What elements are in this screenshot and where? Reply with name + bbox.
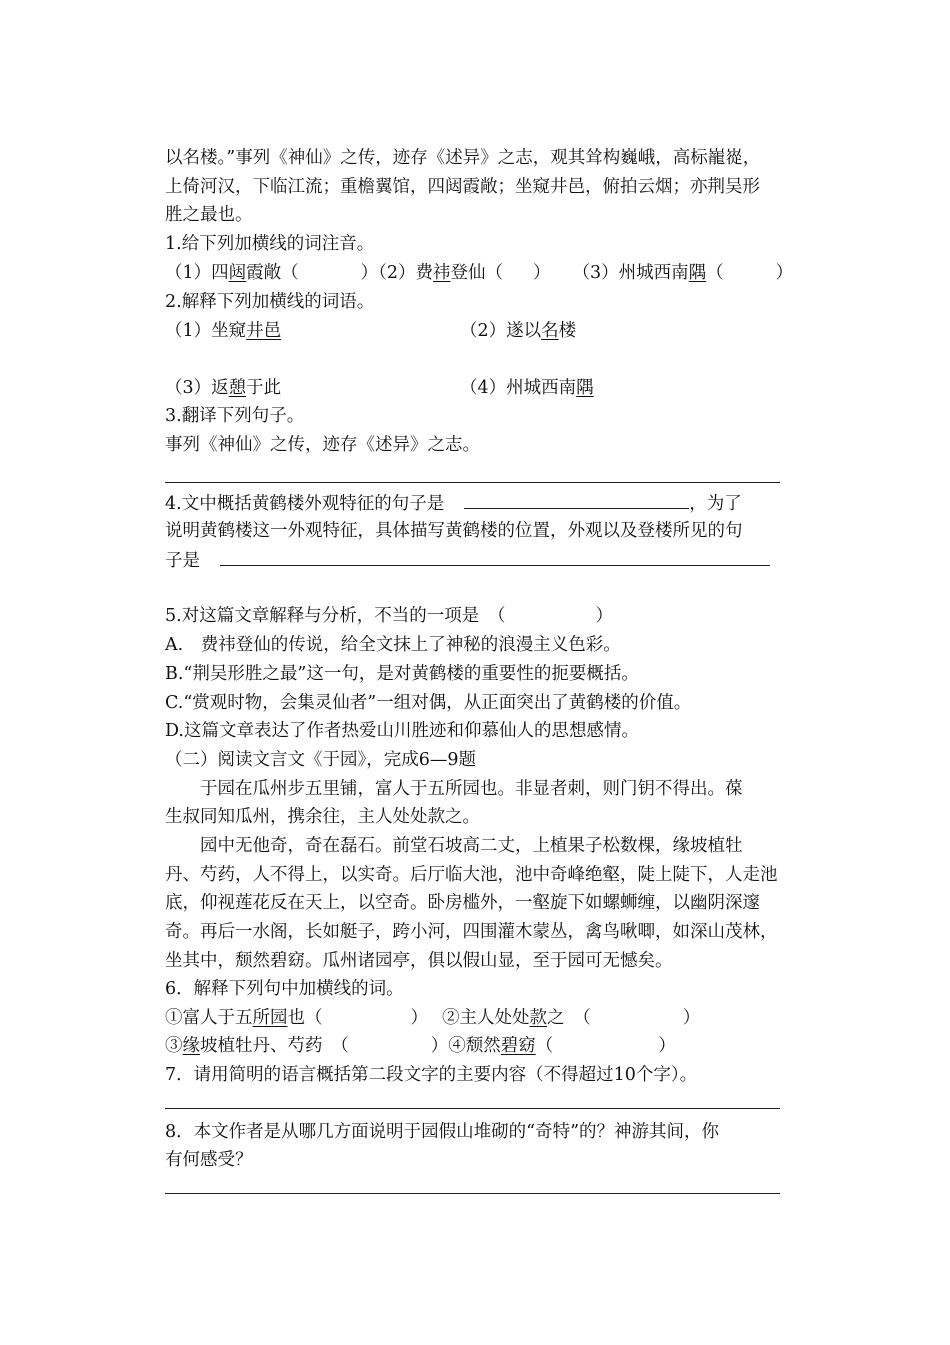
- q1-item3-pre: （3）州城西南: [572, 263, 689, 283]
- section2-heading: （二）阅读文言文《于园》，完成6—9题: [165, 750, 477, 770]
- q2-item3-pre: （3）返: [165, 378, 229, 398]
- q8-line-1: 8．本文作者是从哪几方面说明于园假山堆砌的“奇特”的？神游其间，你: [165, 1122, 720, 1142]
- q5-option-a: A. 费祎登仙的传说，给全文抹上了神秘的浪漫主义色彩。: [165, 635, 621, 655]
- q7-stem: 7．请用简明的语言概括第二段文字的主要内容（不得超过10个字）。: [165, 1065, 698, 1085]
- q1-stem: 1.给下列加横线的词注音。: [165, 234, 375, 254]
- q6-item4-close: ）: [658, 1036, 676, 1056]
- passage1-line-1: 以名楼。”事列《神仙》之传，迹存《述异》之志，观其耸构巍峨，高标巃嵸，: [165, 148, 761, 168]
- q2-item1-underlined: 井邑: [246, 321, 282, 341]
- q6-item1-underlined: 所园: [252, 1008, 288, 1028]
- q2-item4-pre: （4）州城西南: [460, 378, 577, 398]
- q2-item-2: [460, 317, 576, 345]
- q2-item2-underlined: 名: [541, 321, 559, 341]
- q4-line1-pre: 4.文中概括黄鹤楼外观特征的句子是: [165, 494, 445, 514]
- q5-option-d: D.这篇文章表达了作者热爱山川胜迹和仰慕仙人的思想感情。: [165, 721, 639, 741]
- section2-para2-line-2: 丹、芍药，人不得上，以实奇。后厅临大池，池中奇峰绝壑，陡上陡下，人走池: [165, 865, 778, 885]
- q5-option-c: C.“赏观时物，会集灵仙者”一组对偶，从正面突出了黄鹤楼的价值。: [165, 693, 692, 713]
- q6-item3-post: 坡植牡丹、芍药 （: [200, 1036, 349, 1056]
- q2-item2-pre: （2）遂以: [460, 321, 542, 341]
- q1-items: [165, 259, 793, 287]
- q2-item1-pre: （1）坐窥: [165, 321, 247, 341]
- q2-item2-post: 楼: [558, 321, 577, 341]
- q1-item1-close: ）: [360, 263, 379, 283]
- q4-line-2: 说明黄鹤楼这一外观特征，具体描写黄鹤楼的位置，外观以及登楼所见的句: [165, 521, 743, 541]
- q2-stem: 2.解释下列加横线的词语。: [165, 292, 375, 312]
- q1-item1-pre: （1）四: [165, 263, 229, 283]
- q4-line-3: [165, 545, 770, 573]
- q6-item1-close: ）: [410, 1008, 428, 1028]
- section2-para1-line-2: 生叔同知瓜州，携余往，主人处处款之。: [165, 807, 480, 827]
- q4-line3-pre: 子是: [165, 551, 200, 571]
- q6-row-2: [165, 1032, 676, 1060]
- q6-item3-close: ）④颓然: [430, 1036, 501, 1056]
- q2-item3-underlined: 憩: [228, 378, 247, 398]
- q7-answer-line[interactable]: [165, 1108, 780, 1109]
- q6-stem: 6．解释下列句中加横线的词。: [165, 979, 404, 999]
- q2-item-4: [460, 374, 594, 402]
- q3-stem: 3.翻译下列句子。: [165, 406, 305, 426]
- q1-item2-post: 登仙（: [450, 263, 504, 283]
- section2-para2-line-1: 园中无他奇，奇在磊石。前堂石坡高二丈，上植果子松数棵，缘坡植牡: [200, 836, 743, 856]
- q2-item3-post: 于此: [246, 378, 282, 398]
- q6-item2-underlined: 款: [529, 1008, 547, 1028]
- section2-para2-line-5: 坐其中，颓然碧窈。瓜州诸园亭，俱以假山显，至于园可无憾矣。: [165, 951, 673, 971]
- q6-item3-pre: ③: [165, 1036, 183, 1056]
- q5-stem-close: ）: [595, 606, 613, 626]
- q4-blank-2[interactable]: [220, 545, 770, 566]
- q2-item4-underlined: 隅: [576, 378, 594, 398]
- q1-item2-close: ）: [533, 263, 551, 283]
- q6-item2-pre: ②主人处处: [442, 1008, 530, 1028]
- q1-item2-pre: （2）费: [378, 263, 434, 283]
- q4-blank-1[interactable]: [464, 488, 689, 509]
- q1-item1-underlined: 闼: [228, 263, 247, 283]
- q3-sentence: 事列《神仙》之传，迹存《述异》之志。: [165, 435, 480, 455]
- q4-line1-post: ，为了: [689, 494, 742, 514]
- q1-item3-post: （: [706, 263, 724, 283]
- q6-item1-pre: ①富人于五: [165, 1008, 253, 1028]
- q8-answer-line[interactable]: [165, 1193, 780, 1194]
- q8-line-2: 有何感受？: [165, 1150, 253, 1170]
- q4-line-1: [165, 488, 742, 516]
- q1-item2-underlined: 祎: [433, 263, 451, 283]
- q5-option-b: B.“荆吴形胜之最”这一句，是对黄鹤楼的重要性的扼要概括。: [165, 664, 639, 684]
- q2-item-1: [165, 317, 281, 345]
- section2-para1-line-1: 于园在瓜州步五里铺，富人于五所园也。非显者刺，则门钥不得出。葆: [200, 779, 743, 799]
- q6-item2-close: ）: [682, 1008, 701, 1028]
- q5-stem-text: 5.对这篇文章解释与分析，不当的一项是 （: [165, 606, 506, 626]
- q6-row-1: [165, 1004, 700, 1032]
- q3-answer-line[interactable]: [165, 482, 780, 483]
- q5-stem: [165, 602, 613, 630]
- section2-para2-line-4: 奇。再后一水阁，长如艇子，跨小河，四围灌木蒙丛，禽鸟啾唧，如深山茂林，: [165, 922, 778, 942]
- q6-item1-post: 也（: [287, 1008, 323, 1028]
- passage1-line-3: 胜之最也。: [165, 205, 253, 225]
- q2-item-3: [165, 374, 281, 402]
- q6-item4-post: （: [535, 1036, 554, 1056]
- q1-item1-post: 霞敞（: [246, 263, 299, 283]
- q6-item4-underlined: 碧窈: [500, 1036, 536, 1056]
- q1-item3-underlined: 隅: [688, 263, 707, 283]
- q6-item2-post: 之 （: [547, 1008, 591, 1028]
- q1-item3-close: ）: [775, 263, 794, 283]
- passage1-line-2: 上倚河汉，下临江流；重檐翼馆，四闼霞敞；坐窥井邑，俯拍云烟；亦荆吴形: [165, 177, 760, 197]
- q6-item3-underlined: 缘: [182, 1036, 200, 1056]
- section2-para2-line-3: 底，仰视莲花反在天上，以空奇。卧房槛外，一壑旋下如螺蛳缠，以幽阴深邃: [165, 893, 760, 913]
